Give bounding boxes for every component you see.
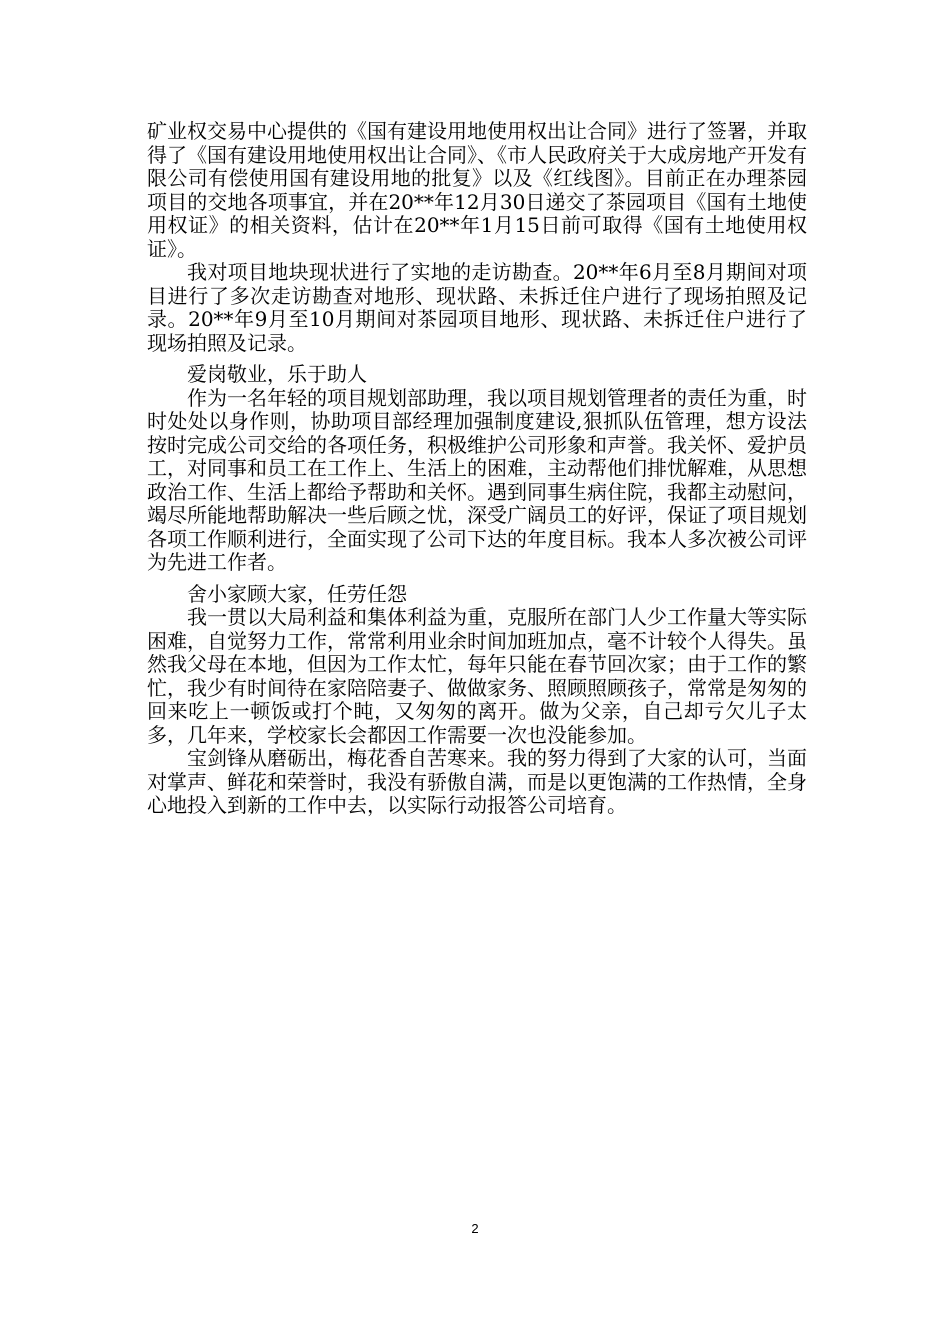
section-heading-dedication: 爱岗敬业，乐于助人 [187,362,367,386]
paragraph-sacrifice: 我一贯以大局利益和集体利益为重，克服所在部门人少工作量大等实际困难，自觉努力工作，常常利用业余时间加班加点，毫不计较个人得失。虽然我父母在本地，但因为工作太忙，每年只能在春节回次家；由于工作的繁忙，我少有时间待在家陪陪妻子、做做家务、照顾照顾孩子，常常是匆匆的回来吃上一顿饭或打个盹，又匆匆的离开。做为父亲，自己却亏欠儿子太多，几年来，学校家长会都因工作需要一次也没能参加。 [147,605,807,747]
paragraph-site-survey: 我对项目地块现状进行了实地的走访勘查。20**年6月至8月期间对项目进行了多次走访勘查对地形、现状路、未拆迁住户进行了现场拍照及记录。20**年9月至10月期间对茶园项目地形、现状路、未拆迁住户进行了现场拍照及记录。 [147,260,807,355]
page-number: 2 [471,1221,479,1236]
paragraph-continued: 矿业权交易中心提供的《国有建设用地使用权出让合同》进行了签署，并取得了《国有建设用地使用权出让合同》、《市人民政府关于大成房地产开发有限公司有偿使用国有建设用地的批复》以及《红线图》。目前正在办理茶园项目的交地各项事宜，并在20**年12月30日递交了茶园项目《国有土地使用权证》的相关资料，估计在20**年1月15日前可取得《国有土地使用权证》。 [147,119,807,261]
document-body [147,120,807,818]
paragraph-conclusion: 宝剑锋从磨砺出，梅花香自苦寒来。我的努力得到了大家的认可，当面对掌声、鲜花和荣誉时，我没有骄傲自满，而是以更饱满的工作热情，全身心地投入到新的工作中去，以实际行动报答公司培育。 [147,746,807,817]
paragraph-dedication: 作为一名年轻的项目规划部助理，我以项目规划管理者的责任为重，时时处处以身作则，协助项目部经理加强制度建设,狠抓队伍管理，想方设法按时完成公司交给的各项任务，积极维护公司形象和声誉。我关怀、爱护员工，对同事和员工在工作上、生活上的困难，主动帮他们排忧解难，从思想政治工作、生活上都给予帮助和关怀。遇到同事生病住院，我都主动慰问，竭尽所能地帮助解决一些后顾之忧，深受广阔员工的好评，保证了项目规划各项工作顺利进行，全面实现了公司下达的年度目标。我本人多次被公司评为先进工作者。 [147,385,807,574]
section-heading-sacrifice: 舍小家顾大家，任劳任怨 [187,581,407,606]
